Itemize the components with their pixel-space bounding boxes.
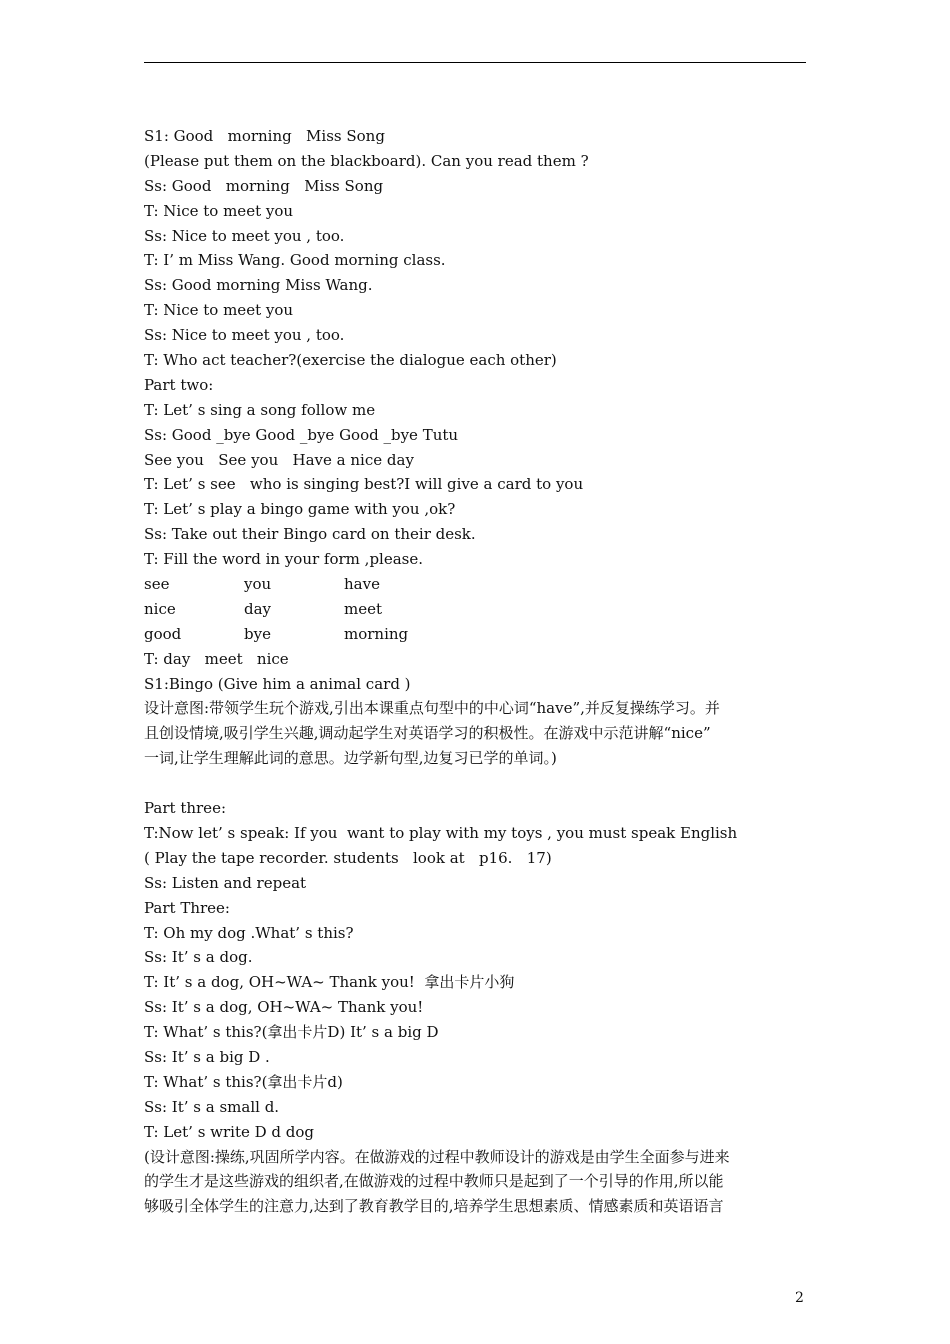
bingo-word: have xyxy=(344,575,380,594)
text-line: T: Nice to meet you xyxy=(144,301,294,320)
bingo-word: good xyxy=(144,624,182,643)
bingo-row xyxy=(144,597,808,622)
text-line: T:Now let’ s speak: If you want to play with my toys , you must speak English xyxy=(144,823,738,842)
dialogue-section-1 xyxy=(144,124,808,572)
section-heading: Part Three: xyxy=(144,898,230,917)
text-line: Ss: It’ s a dog. xyxy=(144,948,253,967)
text-line: S1: Good morning Miss Song xyxy=(144,127,385,145)
bingo-word: you xyxy=(244,575,272,594)
dialogue-section-3 xyxy=(144,796,808,1144)
text-line: T: Nice to meet you xyxy=(144,201,294,220)
bingo-row xyxy=(144,622,808,647)
note-line: 的学生才是这些游戏的组织者,在做游戏的过程中教师只是起到了一个引导的作用,所以能 xyxy=(144,1172,724,1191)
section-heading: Part two: xyxy=(144,375,214,394)
text-line: Ss: Good morning Miss Wang. xyxy=(144,276,373,295)
text-line: ( Play the tape recorder. students look at p16. 17) xyxy=(144,848,552,867)
text-line: T: Oh my dog .What’ s this? xyxy=(144,923,354,942)
text-line: Ss: Good morning Miss Song xyxy=(144,176,384,195)
note-line: 设计意图:带领学生玩个游戏,引出本课重点句型中的中心词“have”,并反复操练学习。并 xyxy=(144,699,720,718)
dialogue-section-2 xyxy=(144,647,808,697)
text-line: T: Who act teacher?(exercise the dialogue each other) xyxy=(144,351,557,370)
text-line: T: What’ s this?(拿出卡片d) xyxy=(144,1072,343,1091)
text-line: Ss: Take out their Bingo card on their desk. xyxy=(144,525,476,544)
text-line: Ss: Listen and repeat xyxy=(144,873,307,892)
note-line: 够吸引全体学生的注意力,达到了教育教学目的,培养学生思想素质、情感素质和英语语言 xyxy=(144,1197,724,1216)
bingo-word: see xyxy=(144,575,170,594)
note-line: 且创设情境,吸引学生兴趣,调动起学生对英语学习的积极性。在游戏中示范讲解“nice” xyxy=(144,724,711,743)
text-line: T: Let’ s see who is singing best?I will give a card to you xyxy=(144,475,584,494)
bingo-word: day xyxy=(244,599,272,618)
design-note-1 xyxy=(144,696,808,771)
text-line: See you See you Have a nice day xyxy=(144,450,414,469)
document-body xyxy=(144,124,808,1219)
bingo-word: nice xyxy=(144,599,176,618)
header-rule xyxy=(144,62,806,63)
text-line: T: I’ m Miss Wang. Good morning class. xyxy=(144,251,446,270)
text-line: Ss: Nice to meet you , too. xyxy=(144,326,345,345)
text-line: Ss: Nice to meet you , too. xyxy=(144,226,345,245)
text-line: T: Let’ s write D d dog xyxy=(144,1122,315,1141)
bingo-word-grid xyxy=(144,572,808,647)
text-line: T: day meet nice xyxy=(144,649,289,668)
blank-line xyxy=(144,771,808,796)
text-line: S1:Bingo (Give him a animal card ) xyxy=(144,674,411,693)
section-heading: Part three: xyxy=(144,799,226,818)
page-number: 2 xyxy=(795,1290,804,1306)
bingo-word: bye xyxy=(244,624,271,643)
text-line: T: What’ s this?(拿出卡片D) It’ s a big D xyxy=(144,1023,439,1042)
bingo-word: meet xyxy=(344,599,383,618)
note-line: (设计意图:操练,巩固所学内容。在做游戏的过程中教师设计的游戏是由学生全面参与进来 xyxy=(144,1147,730,1166)
design-note-2 xyxy=(144,1145,808,1220)
text-line: Ss: It’ s a dog, OH~WA~ Thank you! xyxy=(144,998,424,1017)
text-line: T: It’ s a dog, OH~WA~ Thank you! 拿出卡片小狗 xyxy=(144,973,515,992)
text-line: (Please put them on the blackboard). Can you read them ? xyxy=(144,151,589,170)
text-line: T: Let’ s sing a song follow me xyxy=(144,400,376,419)
note-line: 一词,让学生理解此词的意思。边学新句型,边复习已学的单词。) xyxy=(144,749,557,768)
text-line: Ss: It’ s a small d. xyxy=(144,1097,280,1116)
text-line: T: Fill the word in your form ,please. xyxy=(144,550,424,569)
bingo-word: morning xyxy=(344,624,409,643)
text-line: Ss: Good _bye Good _bye Good _bye Tutu xyxy=(144,425,459,444)
text-line: T: Let’ s play a bingo game with you ,ok? xyxy=(144,500,456,519)
text-line: Ss: It’ s a big D . xyxy=(144,1047,270,1066)
bingo-row xyxy=(144,572,808,597)
